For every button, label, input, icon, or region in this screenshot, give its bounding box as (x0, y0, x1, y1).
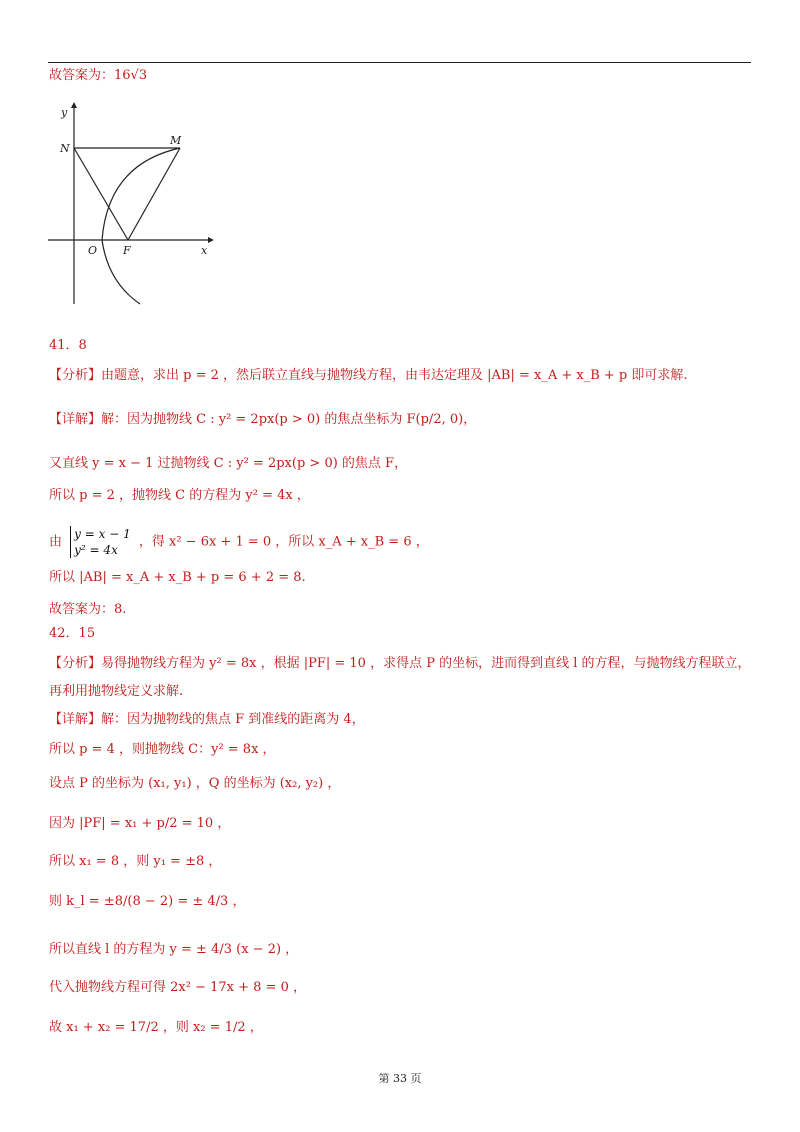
problem-42-detail-3: 设点 P 的坐标为 (x₁, y₁) ，Q 的坐标为 (x₂, y₂) ， (49, 776, 341, 791)
problem-42-detail-2: 所以 p = 4 ，则抛物线 C：y² = 8x ， (49, 742, 276, 757)
label-O: O (88, 244, 98, 257)
problem-42-detail-5: 所以 x₁ = 8 ，则 y₁ = ±8 ， (49, 854, 222, 869)
parabola-curve (102, 148, 180, 304)
top-rule (48, 62, 751, 63)
problem-41-detail-4 (49, 526, 429, 558)
problem-41-answer: 故答案为：8. (49, 602, 127, 617)
problem-42-detail-9: 故 x₁ + x₂ = 17/2 ，则 x₂ = 1/2 ， (49, 1020, 263, 1035)
label-F: F (123, 244, 131, 257)
parabola-figure (48, 94, 218, 309)
label-M: M (170, 134, 182, 147)
detail-4-suffix: ，得 x² − 6x + 1 = 0 ，所以 x_A + x_B = 6 ， (138, 534, 429, 550)
problem-42-detail-8: 代入抛物线方程可得 2x² − 17x + 8 = 0 ， (49, 980, 306, 995)
problem-42-detail-4: 因为 |PF| = x₁ + p/2 = 10 ， (49, 816, 231, 831)
y-axis-arrow (71, 102, 77, 108)
x-axis-arrow (208, 237, 214, 243)
page-number: 第 33 页 (378, 1072, 422, 1085)
problem-42-detail-7: 所以直线 l 的方程为 y = ± 4/3 (x − 2) ， (49, 942, 299, 957)
label-y: y (61, 106, 68, 119)
equation-system (70, 526, 131, 558)
problem-41-detail-1: 【详解】解：因为抛物线 C : y² = 2px(p > 0) 的焦点坐标为 F(p/2, 0)， (49, 412, 477, 427)
problem-42-analysis-2: 再利用抛物线定义求解. (49, 684, 184, 699)
segment-MF (128, 148, 180, 240)
system-eq-1: y = x − 1 (74, 527, 131, 541)
label-x: x (201, 244, 208, 257)
problem-41-detail-5: 所以 |AB| = x_A + x_B + p = 6 + 2 = 8. (49, 570, 306, 585)
system-eq-2: y² = 4x (74, 543, 118, 557)
segment-NF (74, 148, 128, 240)
problem-41-analysis: 【分析】由题意，求出 p = 2 ，然后联立直线与抛物线方程，由韦达定理及 |AB| = x_A + x_B + p 即可求解. (49, 368, 688, 383)
problem-41-detail-3: 所以 p = 2 ，抛物线 C 的方程为 y² = 4x ， (49, 488, 310, 503)
previous-answer: 故答案为：16√3 (49, 68, 148, 83)
problem-42-detail-6: 则 k_l = ±8/(8 − 2) = ± 4/3 ， (49, 894, 246, 909)
detail-4-prefix: 由 (49, 534, 63, 550)
problem-41-number: 41．8 (49, 338, 87, 353)
problem-41-detail-2: 又直线 y = x − 1 过抛物线 C : y² = 2px(p > 0) 的焦点 F， (49, 456, 408, 471)
problem-42-detail-1: 【详解】解：因为抛物线的焦点 F 到准线的距离为 4， (49, 712, 365, 727)
label-N: N (60, 142, 70, 155)
problem-42-number: 42．15 (49, 626, 96, 641)
problem-42-analysis-1: 【分析】易得抛物线方程为 y² = 8x ，根据 |PF| = 10 ，求得点 P 的坐标，进而得到直线 l 的方程，与抛物线方程联立， (49, 656, 751, 671)
